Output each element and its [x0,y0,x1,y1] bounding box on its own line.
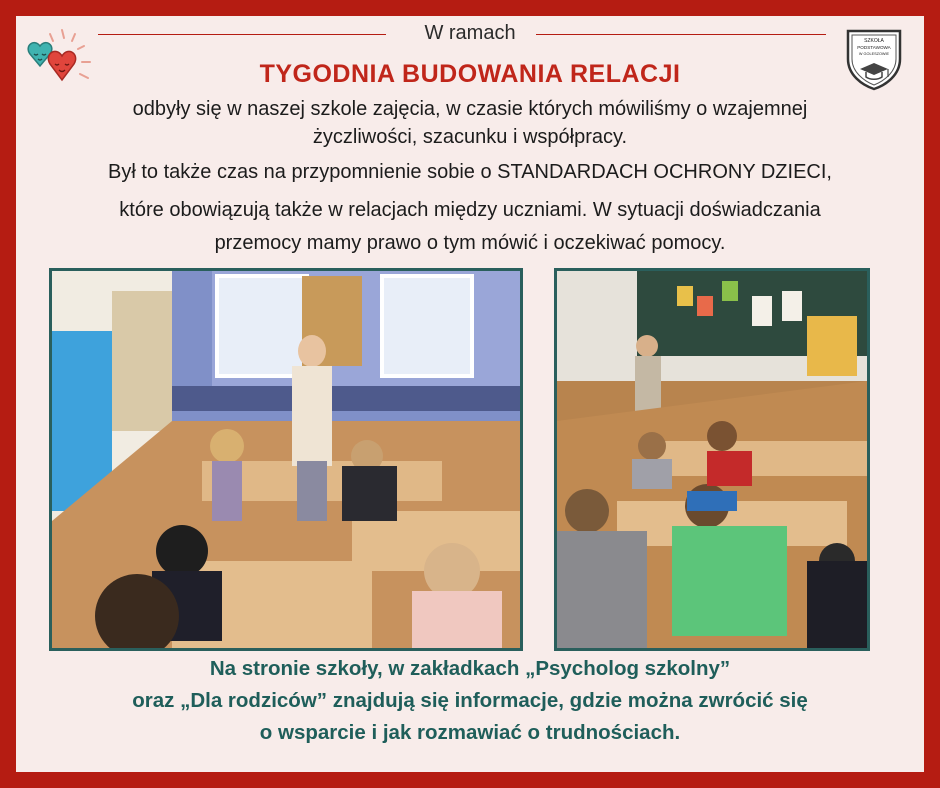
body-line-5: przemocy mamy prawo o tym mówić i oczekiwać pomocy. [214,232,726,254]
body-line-4: które obowiązują także w relacjach między uczniami. W sytuacji doświadczania [119,199,821,221]
footer-note [16,653,924,749]
svg-text:SZKOŁA: SZKOŁA [864,38,884,44]
footer-line-2: oraz „Dla rodziców” znajdują się informacje, gdzie można zwrócić się [132,689,808,712]
svg-text:W GOLESZOWIE: W GOLESZOWIE [858,52,890,56]
intro-text: W ramach [424,22,516,44]
svg-text:PODSTAWOWA: PODSTAWOWA [857,45,891,50]
classroom-photo-left [49,268,523,651]
poster-title: TYGODNIA BUDOWANIA RELACJI [259,60,681,88]
footer-line-1: Na stronie szkoły, w zakładkach „Psycholog szkolny” [209,657,731,680]
body-line-1: odbyły się w naszej szkole zajęcia, w czasie których mówiliśmy o wzajemnej [132,98,808,120]
poster [16,16,924,772]
classroom-photo-right [554,268,870,651]
footer-line-3: o wsparcie i jak rozmawiać o trudnościach. [259,721,681,744]
body-line-2: życzliwości, szacunku i współpracy. [312,126,628,148]
body-line-3: Był to także czas na przypomnienie sobie o STANDARDACH OCHRONY DZIECI, [108,161,832,183]
